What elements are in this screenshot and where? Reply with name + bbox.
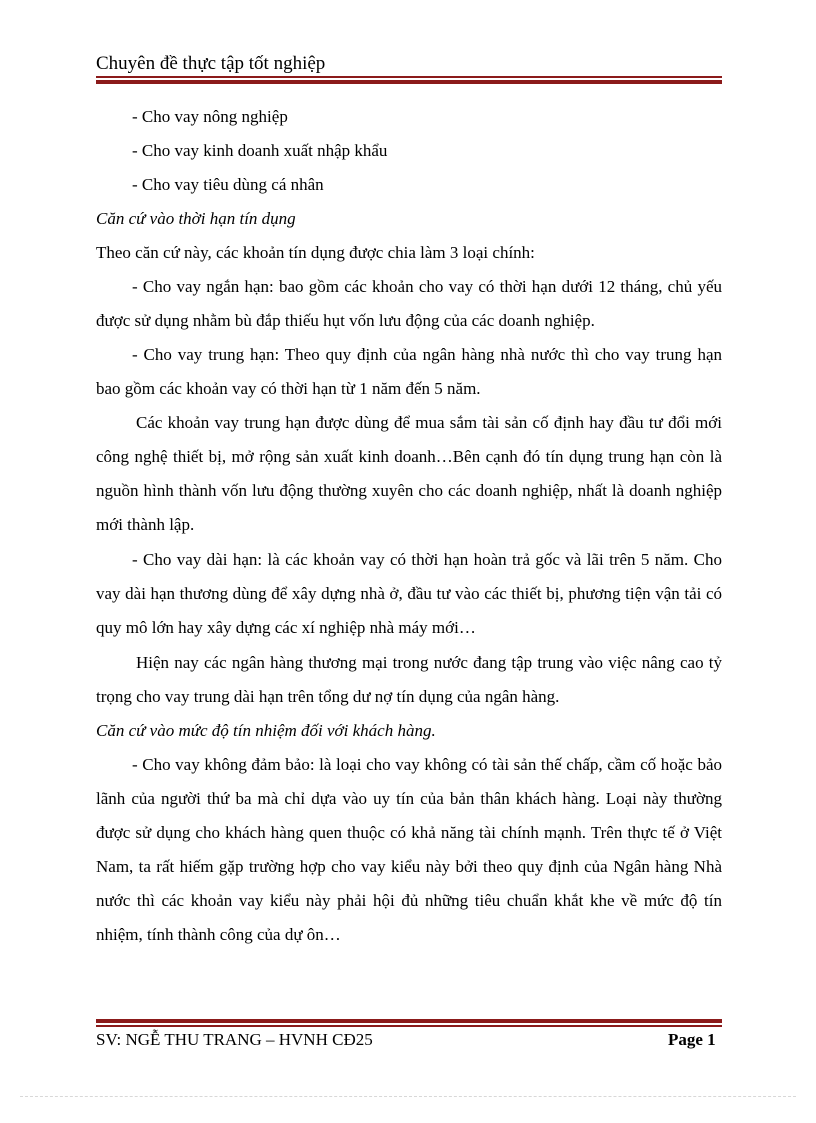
paragraph-medium-term: - Cho vay trung hạn: Theo quy định của ngân hàng nhà nước thì cho vay trung hạn bao gồm các khoản vay có thời hạn từ 1 năm đến 5 năm. bbox=[96, 345, 722, 398]
section-heading-trust: Căn cứ vào mức độ tín nhiệm đối với khách hàng. bbox=[96, 721, 436, 740]
footer-rule-thick bbox=[96, 1019, 722, 1023]
footer-page-number: Page 1 bbox=[668, 1030, 716, 1049]
paragraph-intro: Theo căn cứ này, các khoản tín dụng được chia làm 3 loại chính: bbox=[96, 243, 535, 262]
header-rule-thin bbox=[96, 76, 722, 78]
header-rule-thick bbox=[96, 80, 722, 84]
paragraph-unsecured: - Cho vay không đảm bảo: là loại cho vay không có tài sản thế chấp, cầm cố hoặc bảo lãnh của người thứ ba mà chỉ dựa vào uy tín của bản thân khách hàng. Loại này thường được sử dụng cho khách hàng quen thuộc có khả năng tài chính mạnh. Trên thực tế ở Việt Nam, ta rất hiếm gặp trường hợp cho vay kiểu này bởi theo quy định của Ngân hàng Nhà nước thì các khoản vay kiểu này phải hội đủ những tiêu chuẩn khắt khe về mức độ tín nhiệm, tính thành công của dự ôn… bbox=[96, 755, 722, 944]
footer-rule-thin bbox=[96, 1025, 722, 1027]
footer-student: SV: NGỄ THU TRANG – HVNH CĐ25 bbox=[96, 1030, 373, 1049]
paragraph-long-term: - Cho vay dài hạn: là các khoản vay có thời hạn hoàn trả gốc và lãi trên 5 năm. Cho vay dài hạn thương dùng để xây dựng nhà ở, đầu tư vào các thiết bị, phương tiện vận tải có quy mô lớn hay xây dựng các xí nghiệp nhà máy mới… bbox=[96, 550, 722, 637]
page-bottom-border bbox=[20, 1096, 796, 1097]
bullet-import-export: - Cho vay kinh doanh xuất nhập khẩu bbox=[132, 141, 388, 160]
paragraph-short-term: - Cho vay ngắn hạn: bao gồm các khoản cho vay có thời hạn dưới 12 tháng, chủ yếu được sử dụng nhằm bù đắp thiếu hụt vốn lưu động của các doanh nghiệp. bbox=[96, 277, 722, 330]
paragraph-medium-term-detail: Các khoản vay trung hạn được dùng để mua sắm tài sản cố định hay đầu tư đổi mới công nghệ thiết bị, mở rộng sản xuất kinh doanh…Bên cạnh đó tín dụng trung hạn còn là nguồn hình thành vốn lưu động thường xuyên cho các doanh nghiệp, nhất là doanh nghiệp mới thành lập. bbox=[96, 413, 722, 534]
page-header-title: Chuyên đề thực tập tốt nghiệp bbox=[96, 53, 326, 74]
bullet-consumer: - Cho vay tiêu dùng cá nhân bbox=[132, 175, 324, 194]
section-heading-term: Căn cứ vào thời hạn tín dụng bbox=[96, 209, 296, 228]
paragraph-current-trend: Hiện nay các ngân hàng thương mại trong nước đang tập trung vào việc nâng cao tỷ trọng cho vay trung dài hạn trên tổng dư nợ tín dụng của ngân hàng. bbox=[96, 653, 722, 706]
bullet-agriculture: - Cho vay nông nghiệp bbox=[132, 107, 288, 126]
